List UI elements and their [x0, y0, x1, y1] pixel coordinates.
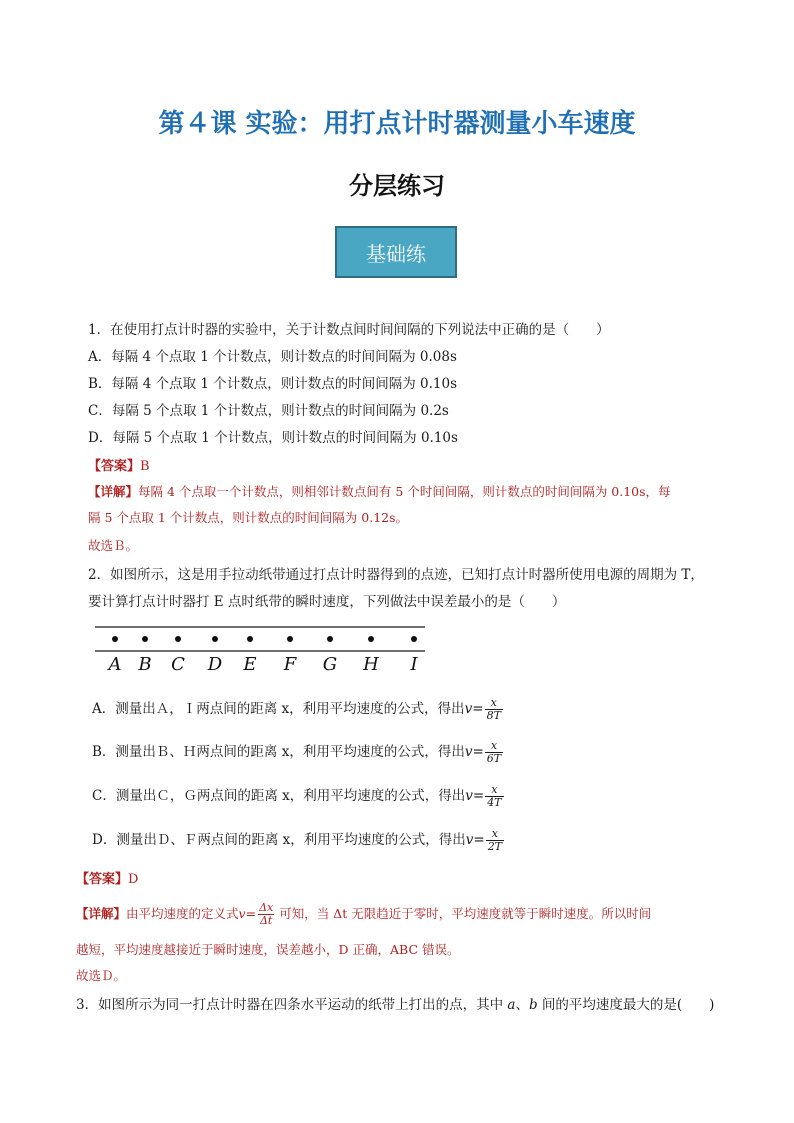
q2-explanation-line1 [76, 902, 651, 927]
q3-stem [76, 993, 714, 1013]
q2-option-c-num: x [491, 783, 498, 796]
q1-option-a: A．每隔 4 个点取 1 个计数点，则计数点的时间间隔为 0.08s [88, 349, 457, 365]
q3-stem-text-a: 3．如图所示为同一打点计时器在四条水平运动的纸带上打出的点，其中 [76, 997, 508, 1013]
q2-answer [76, 868, 138, 887]
q2-option-a-v: v [464, 701, 473, 717]
tape-dot-E [247, 636, 253, 642]
q2-option-b [92, 740, 503, 765]
q2-option-c-v: v [465, 788, 473, 804]
q2-explain-fraction [257, 902, 275, 927]
q3-stem-text-b: 间的平均速度最大的是( ) [537, 997, 715, 1013]
q1-option-d: D．每隔 5 个点取 1 个计数点，则计数点的时间间隔为 0.10s [88, 430, 458, 446]
q1-conclusion: 故选Ｂ。 [88, 538, 139, 553]
q2-explanation-line2: 越短，平均速度越接近于瞬时速度，误差越小，D 正确，ABC 错误。 [76, 942, 460, 957]
q2-option-d-eq: = [473, 832, 485, 848]
tape-label-A: A [108, 654, 122, 675]
q2-option-c-den: 4T [487, 796, 502, 809]
q1-answer-value: B [140, 459, 150, 474]
tape-label-F: F [283, 654, 297, 675]
tape-dot-C [175, 636, 181, 642]
q2-option-d-v: v [465, 832, 474, 848]
q1-answer [88, 455, 150, 474]
q2-stem-line1: 2．如图所示，这是用手拉动纸带通过打点计时器得到的点迹，已知打点计时器所使用电源的周期为 T， [88, 567, 704, 583]
q2-option-d-text: D．测量出Ｄ、Ｆ两点间的距离 x，利用平均速度的公式，得出 [92, 832, 466, 848]
q2-explain-den: Δt [259, 914, 273, 927]
paper-tape-figure [90, 620, 430, 676]
q2-explain-tag: 【详解】 [76, 906, 127, 921]
q2-option-a-eq: = [472, 701, 484, 717]
q2-answer-value: D [128, 872, 139, 887]
q2-option-a-fraction [485, 697, 503, 722]
q1-explain-tag: 【详解】 [88, 484, 139, 499]
q2-option-b-eq: = [472, 744, 484, 760]
q2-option-a-text: A．测量出Ａ，Ｉ两点间的距离 x，利用平均速度的公式，得出 [92, 701, 465, 717]
q2-option-a [92, 697, 503, 722]
q2-option-b-fraction [485, 740, 503, 765]
tape-dot-F [287, 636, 293, 642]
q3-var-b: b [528, 997, 538, 1013]
q2-option-b-num: x [490, 739, 498, 752]
q1-stem: 1．在使用打点计时器的实验中，关于计数点间时间间隔的下列说法中正确的是（ ） [88, 322, 610, 338]
tape-label-I: I [410, 654, 418, 675]
q2-explain-eq: = [245, 906, 257, 921]
q2-option-d-fraction [486, 828, 504, 853]
q2-option-a-den: 8T [486, 709, 501, 722]
tape-label-B: B [138, 654, 152, 675]
section-badge-label: 基础练 [366, 241, 426, 266]
q2-option-a-num: x [490, 696, 497, 709]
q1-answer-tag: 【答案】 [88, 459, 141, 474]
tape-label-D: D [207, 654, 223, 675]
q3-var-a: a [507, 997, 516, 1013]
q2-explain-v: v [238, 906, 246, 921]
q2-option-d-num: x [491, 827, 498, 840]
q2-option-c-eq: = [472, 788, 485, 804]
q1-explanation-line1 [88, 482, 671, 500]
tape-dot-B [142, 636, 148, 642]
tape-label-G: G [322, 654, 338, 675]
q1-option-b: B．每隔 4 个点取 1 个计数点，则计数点的时间间隔为 0.10s [88, 376, 458, 392]
tape-label-H: H [363, 654, 379, 675]
q2-option-b-v: v [464, 744, 473, 760]
q2-option-c-fraction [485, 784, 503, 809]
q2-stem-line2: 要计算打点计时器打 E 点时纸带的瞬时速度，下列做法中误差最小的是（ ） [88, 594, 566, 610]
tape-dot-A [112, 636, 118, 642]
q2-option-d-den: 2T [487, 840, 503, 853]
q2-answer-tag: 【答案】 [76, 872, 129, 887]
q2-explain-text-b: 可知，当 Δt 无限趋近于零时，平均速度就等于瞬时速度。所以时间 [275, 906, 652, 921]
q2-option-d [92, 828, 504, 853]
q2-option-c-text: C．测量出Ｃ，Ｇ两点间的距离 x，利用平均速度的公式，得出 [92, 788, 466, 804]
q3-sep: 、 [515, 997, 529, 1013]
page-title: 第４课 实验：用打点计时器测量小车速度 [158, 109, 636, 139]
q2-option-b-text: B．测量出Ｂ、Ｈ两点间的距离 x，利用平均速度的公式，得出 [92, 744, 465, 760]
tape-label-C: C [171, 654, 185, 675]
q2-option-c [92, 784, 504, 809]
page-subtitle: 分层练习 [349, 172, 445, 200]
q1-explanation-line2: 隔 5 个点取 1 个计数点，则计数点的时间间隔为 0.12s。 [88, 510, 409, 525]
tape-dot-I [411, 636, 417, 642]
q2-explain-text-a: 由平均速度的定义式 [126, 906, 239, 921]
q2-explain-num: Δx [259, 901, 274, 914]
tape-dot-G [327, 636, 333, 642]
tape-label-E: E [243, 654, 257, 675]
tape-dot-D [212, 636, 218, 642]
q2-option-b-den: 6T [486, 752, 502, 765]
tape-dot-H [368, 636, 374, 642]
section-badge [335, 226, 457, 278]
q2-conclusion: 故选Ｄ。 [76, 968, 127, 983]
q1-explain-text: 每隔 4 个点取一个计数点，则相邻计数点间有 5 个时间间隔，则计数点的时间间隔为 0.10s，每 [138, 484, 671, 499]
q1-option-c: C．每隔 5 个点取 1 个计数点，则计数点的时间间隔为 0.2s [88, 403, 449, 419]
